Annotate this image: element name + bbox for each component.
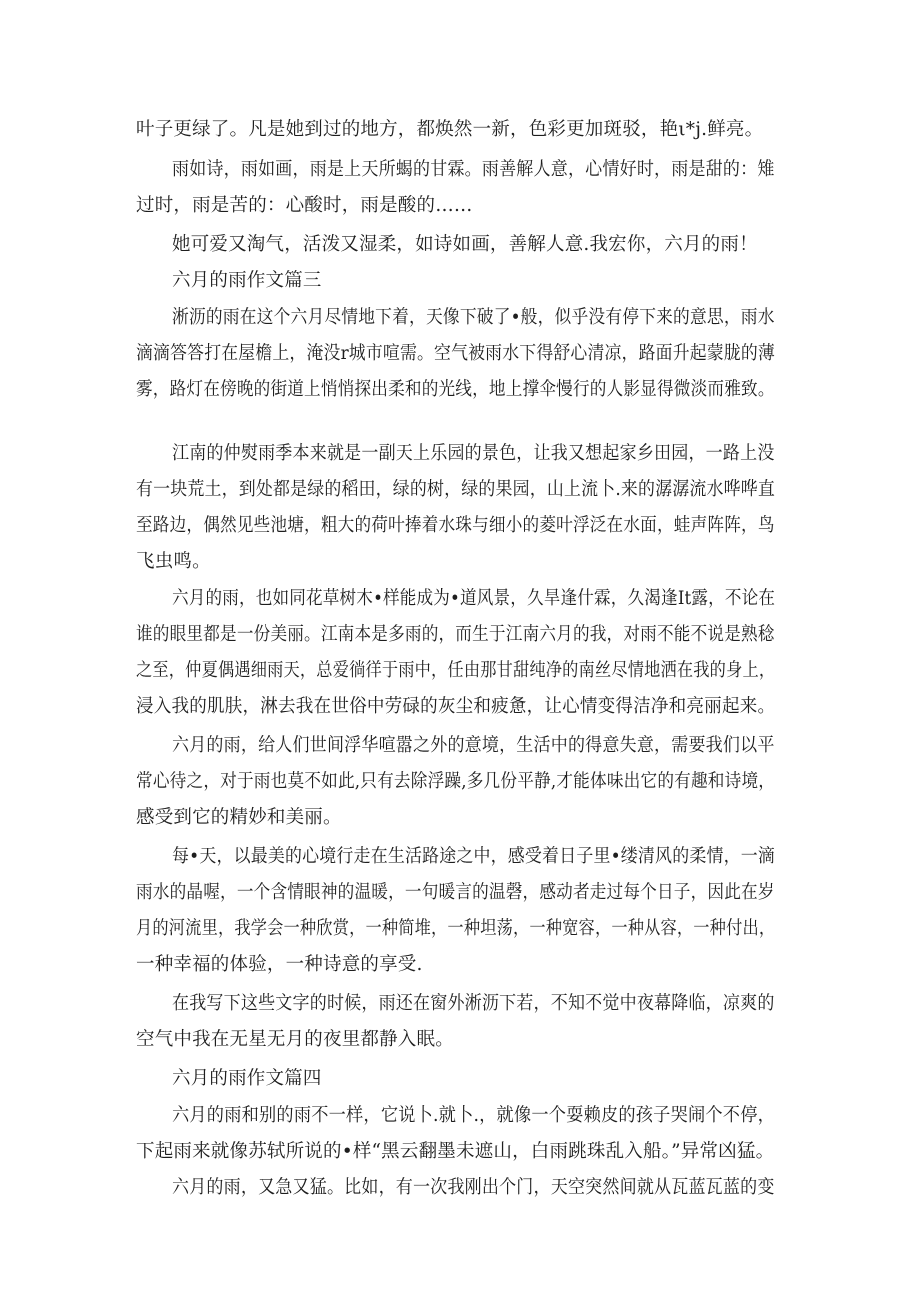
text-line: 六月的雨，也如同花草树木•样能成为•道风景，久旱逢什霖，久渴逢It露，不论在 [172, 588, 776, 609]
text-line: 江南的仲熨雨季本来就是一副天上乐园的景色，让我又想起家乡田园，一路上没 [172, 443, 775, 464]
text-line: 谁的眼里都是一份美丽。江南本是多雨的，而生于江南六月的我，对雨不能不说是熟稔 [136, 624, 775, 645]
text-line: 雨如诗，雨如画，雨是上天所蝎的甘霖。雨善解人意，心情好时，雨是甜的：雉 [172, 159, 775, 180]
text-line: 六月的雨和别的雨不一样，它说卜.就卜.，就像一个耍赖皮的孩子哭闹个不停， [172, 1105, 775, 1126]
text-line: 有一块荒土，到处都是绿的稻田，绿的树，绿的果园，山上流卜.来的潺潺流水哗哗直 [136, 479, 776, 500]
text-line: 每•天，以最美的心境行走在生活路途之中，感受着日子里•缕清风的柔情，一滴 [172, 846, 776, 867]
text-line: 淅沥的雨在这个六月尽情地下着，天像下破了•般，似乎没有停下来的意思，雨水 [172, 307, 775, 328]
text-line: 月的河流里，我学会一种欣赏，一种简堆，一种坦荡，一种宽容，一种从容，一种付出， [136, 918, 776, 939]
text-line: 雾，路灯在傍晚的街道上悄悄探出柔和的光线，地上撑伞慢行的人影显得微淡而雅致。 [136, 379, 775, 400]
text-line: 常心待之，对于雨也莫不如此,只有去除浮躁,多几份平静,才能体味出它的有趣和诗境， [136, 771, 776, 792]
text-line: 之至，仲夏偶遇细雨天，总爱徜徉于雨中，任由那甘甜纯净的南丝尽情地洒在我的身上， [136, 660, 776, 681]
text-line: 滴滴答答打在屋檐上，淹没r城市喧需。空气被雨水下得舒心清凉，路面升起蒙胧的薄 [136, 343, 775, 364]
section-heading: 六月的雨作文篇三 [172, 270, 322, 291]
text-line: 下起雨来就像苏轼所说的•样“黑云翻墨未遮山，白雨跳珠乱入船。”异常凶猛。 [136, 1141, 775, 1162]
section-heading: 六月的雨作文篇四 [172, 1068, 322, 1089]
text-line: 感受到它的精妙和美丽。 [136, 807, 342, 828]
text-line: 在我写下这些文字的时候，雨还在窗外淅沥下若，不知不觉中夜幕降临，凉爽的 [172, 993, 775, 1014]
text-line: 六月的雨，给人们世间浮华喧嚣之外的意境，生活中的得意失意，需要我们以平 [172, 735, 775, 756]
text-line: 至路边，偶然见些池塘，粗大的荷叶捧着水珠与细小的菱叶浮泛在水面，蛙声阵阵，鸟 [136, 515, 775, 536]
text-line: 雨水的晶喔，一个含情眼神的温暖，一句暖言的温磬，感动者走过每个日子，因此在岁 [136, 882, 775, 903]
text-line: 她可爱又淘气，活泼又湿柔，如诗如画，善解人意.我宏你，六月的雨！ [172, 234, 758, 255]
text-line: 空气中我在无星无月的夜里都静入眠。 [136, 1029, 454, 1050]
text-line: 过时，雨是苦的：心酸时，雨是酸的…… [136, 195, 473, 216]
text-line: 叶子更绿了。凡是她到过的地方，都焕然一新，色彩更加斑驳，艳ι*j.鲜亮。 [136, 119, 764, 140]
text-line: 飞虫鸣。 [136, 551, 211, 572]
text-line: 六月的雨，又急又猛。比如，有一次我刚出个门，天空突然间就从瓦蓝瓦蓝的变 [172, 1177, 775, 1198]
text-line: 浸入我的肌肤，淋去我在世俗中劳碌的灰尘和疲惫，让心情变得洁净和亮丽起来。 [136, 696, 776, 717]
text-line: 一种幸福的体验，一种诗意的享受. [136, 954, 423, 975]
